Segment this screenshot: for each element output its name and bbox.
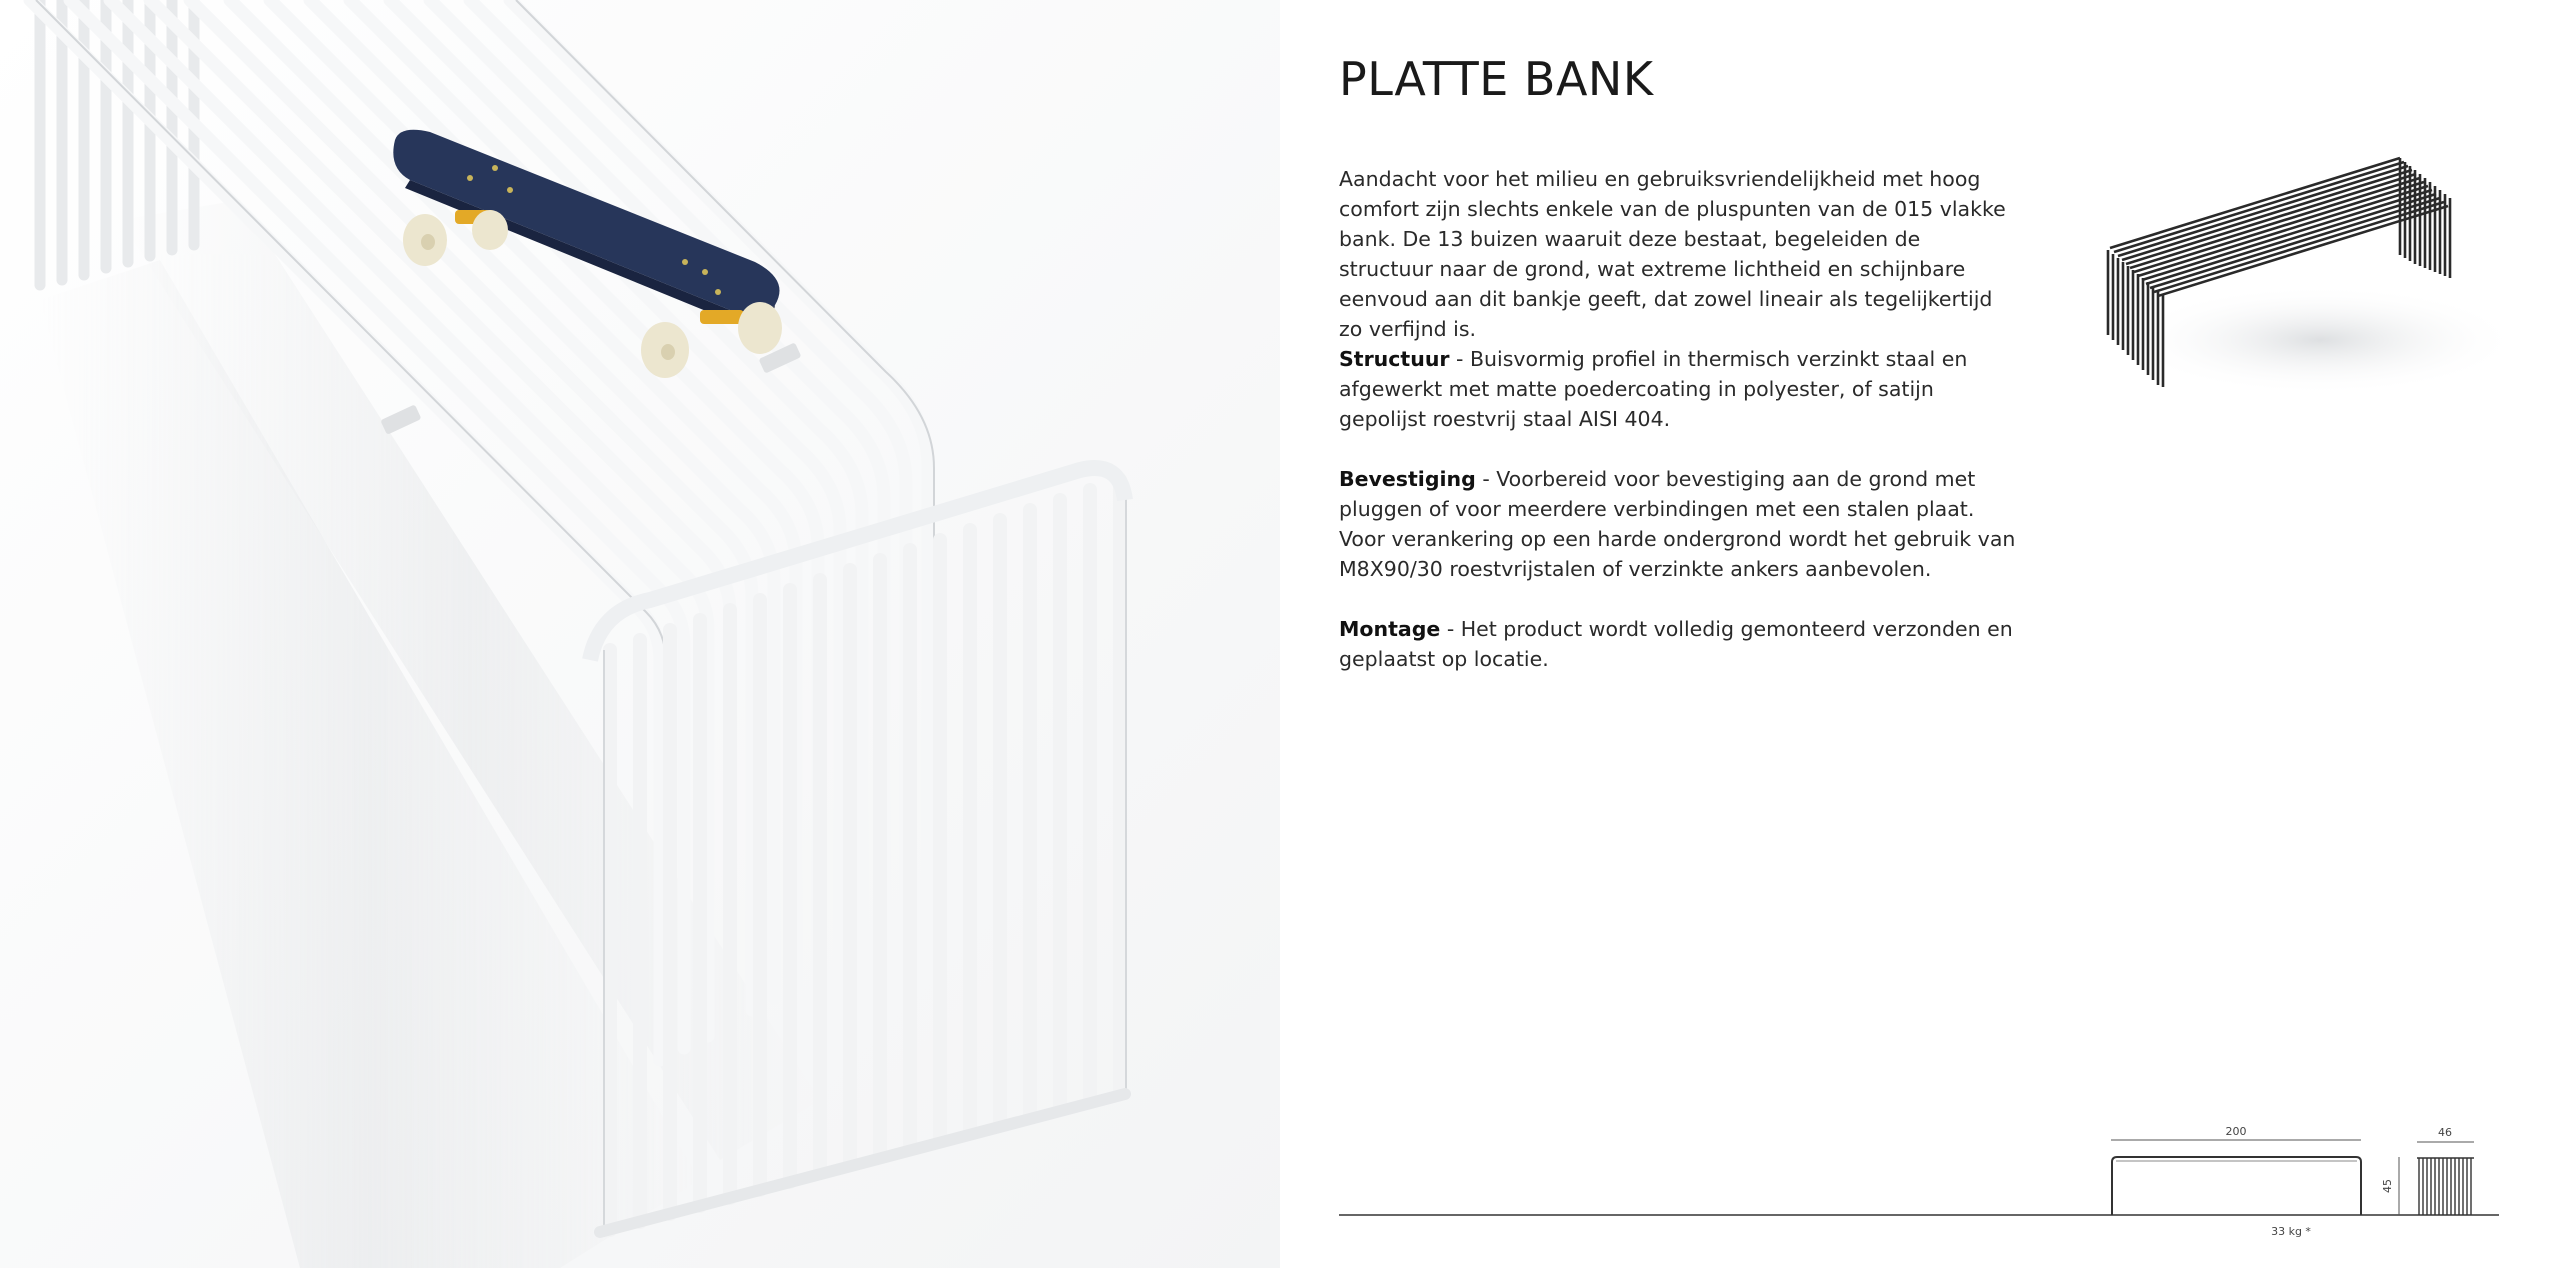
bench-side-view <box>2112 1157 2361 1215</box>
section-text: - Buisvormig profiel in thermisch verzinkt staal en afgewerkt met matte poedercoating in polyester, of satijn gepolijst roestvrij staal AISI 404. <box>1339 347 1968 431</box>
section-montage <box>1339 614 2019 674</box>
section-structuur <box>1339 344 2019 434</box>
bench-end-view <box>2417 1158 2474 1215</box>
section-bevestiging <box>1339 464 2019 584</box>
dimension-drawing <box>1339 1120 2509 1250</box>
depth-label: 46 <box>2438 1126 2452 1139</box>
bench-thumbnail <box>2090 150 2510 410</box>
section-text: - Voorbereid voor bevestiging aan de grond met pluggen of voor meerdere verbindingen met een stalen plaat. Voor verankering op een harde ondergrond wordt het gebruik van M8X90/30 roestvrijstalen of verzinkte ankers aanbevolen. <box>1339 467 2016 581</box>
section-heading: Structuur <box>1339 347 1450 371</box>
section-heading: Bevestiging <box>1339 467 1476 491</box>
intro-paragraph: Aandacht voor het milieu en gebruiksvriendelijkheid met hoog comfort zijn slechts enkele van de pluspunten van de 015 vlakke bank. De 13 buizen waaruit deze bestaat, begeleiden de structuur naar de grond, wat extreme lichtheid en schijnbare eenvoud aan dit bankje geeft, dat zowel lineair als tegelijkertijd zo verfijnd is. <box>1339 167 2006 341</box>
section-text: - Het product wordt volledig gemonteerd verzonden en geplaatst op locatie. <box>1339 617 2013 671</box>
length-label: 200 <box>2225 1125 2247 1138</box>
page-title: PLATTE BANK <box>1339 52 1654 106</box>
section-heading: Montage <box>1339 617 1441 641</box>
weight-label: 33 kg * <box>2271 1225 2311 1238</box>
height-label: 45 <box>2381 1179 2394 1193</box>
